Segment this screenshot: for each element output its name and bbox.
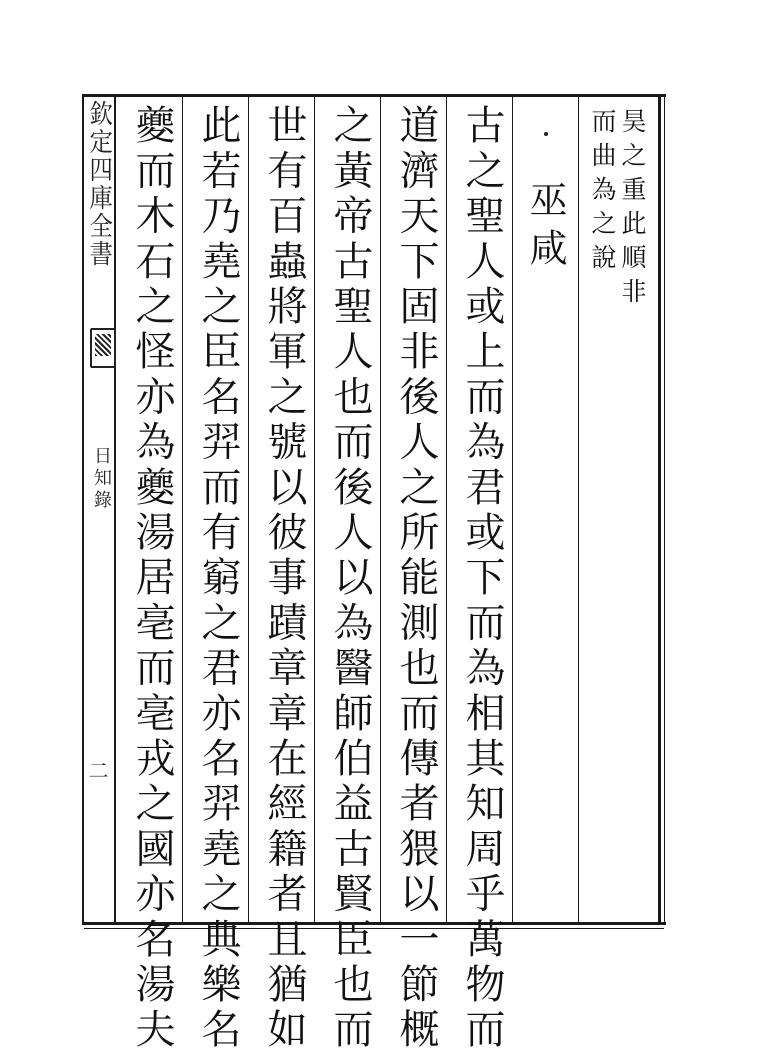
margin-book-title: 日知錄	[91, 446, 112, 512]
margin-strip-divider	[114, 94, 116, 925]
column-divider	[512, 96, 513, 922]
text-column-5: 此若乃堯之臣名羿而有窮之君亦名羿堯之典樂名	[195, 104, 241, 1053]
commentary-line-2: 而曲為之說	[588, 108, 617, 278]
column-divider	[446, 96, 447, 922]
right-border-outer	[664, 94, 665, 925]
column-divider	[578, 96, 579, 922]
column-divider	[182, 96, 183, 922]
fishtail-mark-icon	[90, 328, 116, 368]
column-divider	[314, 96, 315, 922]
section-heading: 巫咸	[523, 180, 567, 276]
text-column-1: 古之聖人或上而為君或下而為相其知周乎萬物而	[459, 104, 505, 1053]
commentary-line-1: 昊之重此順非	[618, 108, 647, 312]
folio-number: 二	[85, 760, 109, 780]
column-divider	[248, 96, 249, 922]
text-column-2: 道濟天下固非後人之所能測也而傳者猥以一節概	[393, 104, 439, 1053]
text-column-4: 世有百蟲將軍之號以彼事蹟章章在經籍者且猶如	[261, 104, 307, 1053]
column-divider	[380, 96, 381, 922]
text-column-3: 之黃帝古聖人也而後人以為醫師伯益古賢臣也而	[327, 104, 373, 1053]
margin-book-series-title: 欽定四庫全書	[85, 100, 113, 268]
right-border	[658, 94, 661, 925]
heading-mark	[544, 132, 548, 136]
text-column-6: 夔而木石之怪亦為夔湯居亳而亳戎之國亦名湯夫	[129, 104, 175, 1053]
